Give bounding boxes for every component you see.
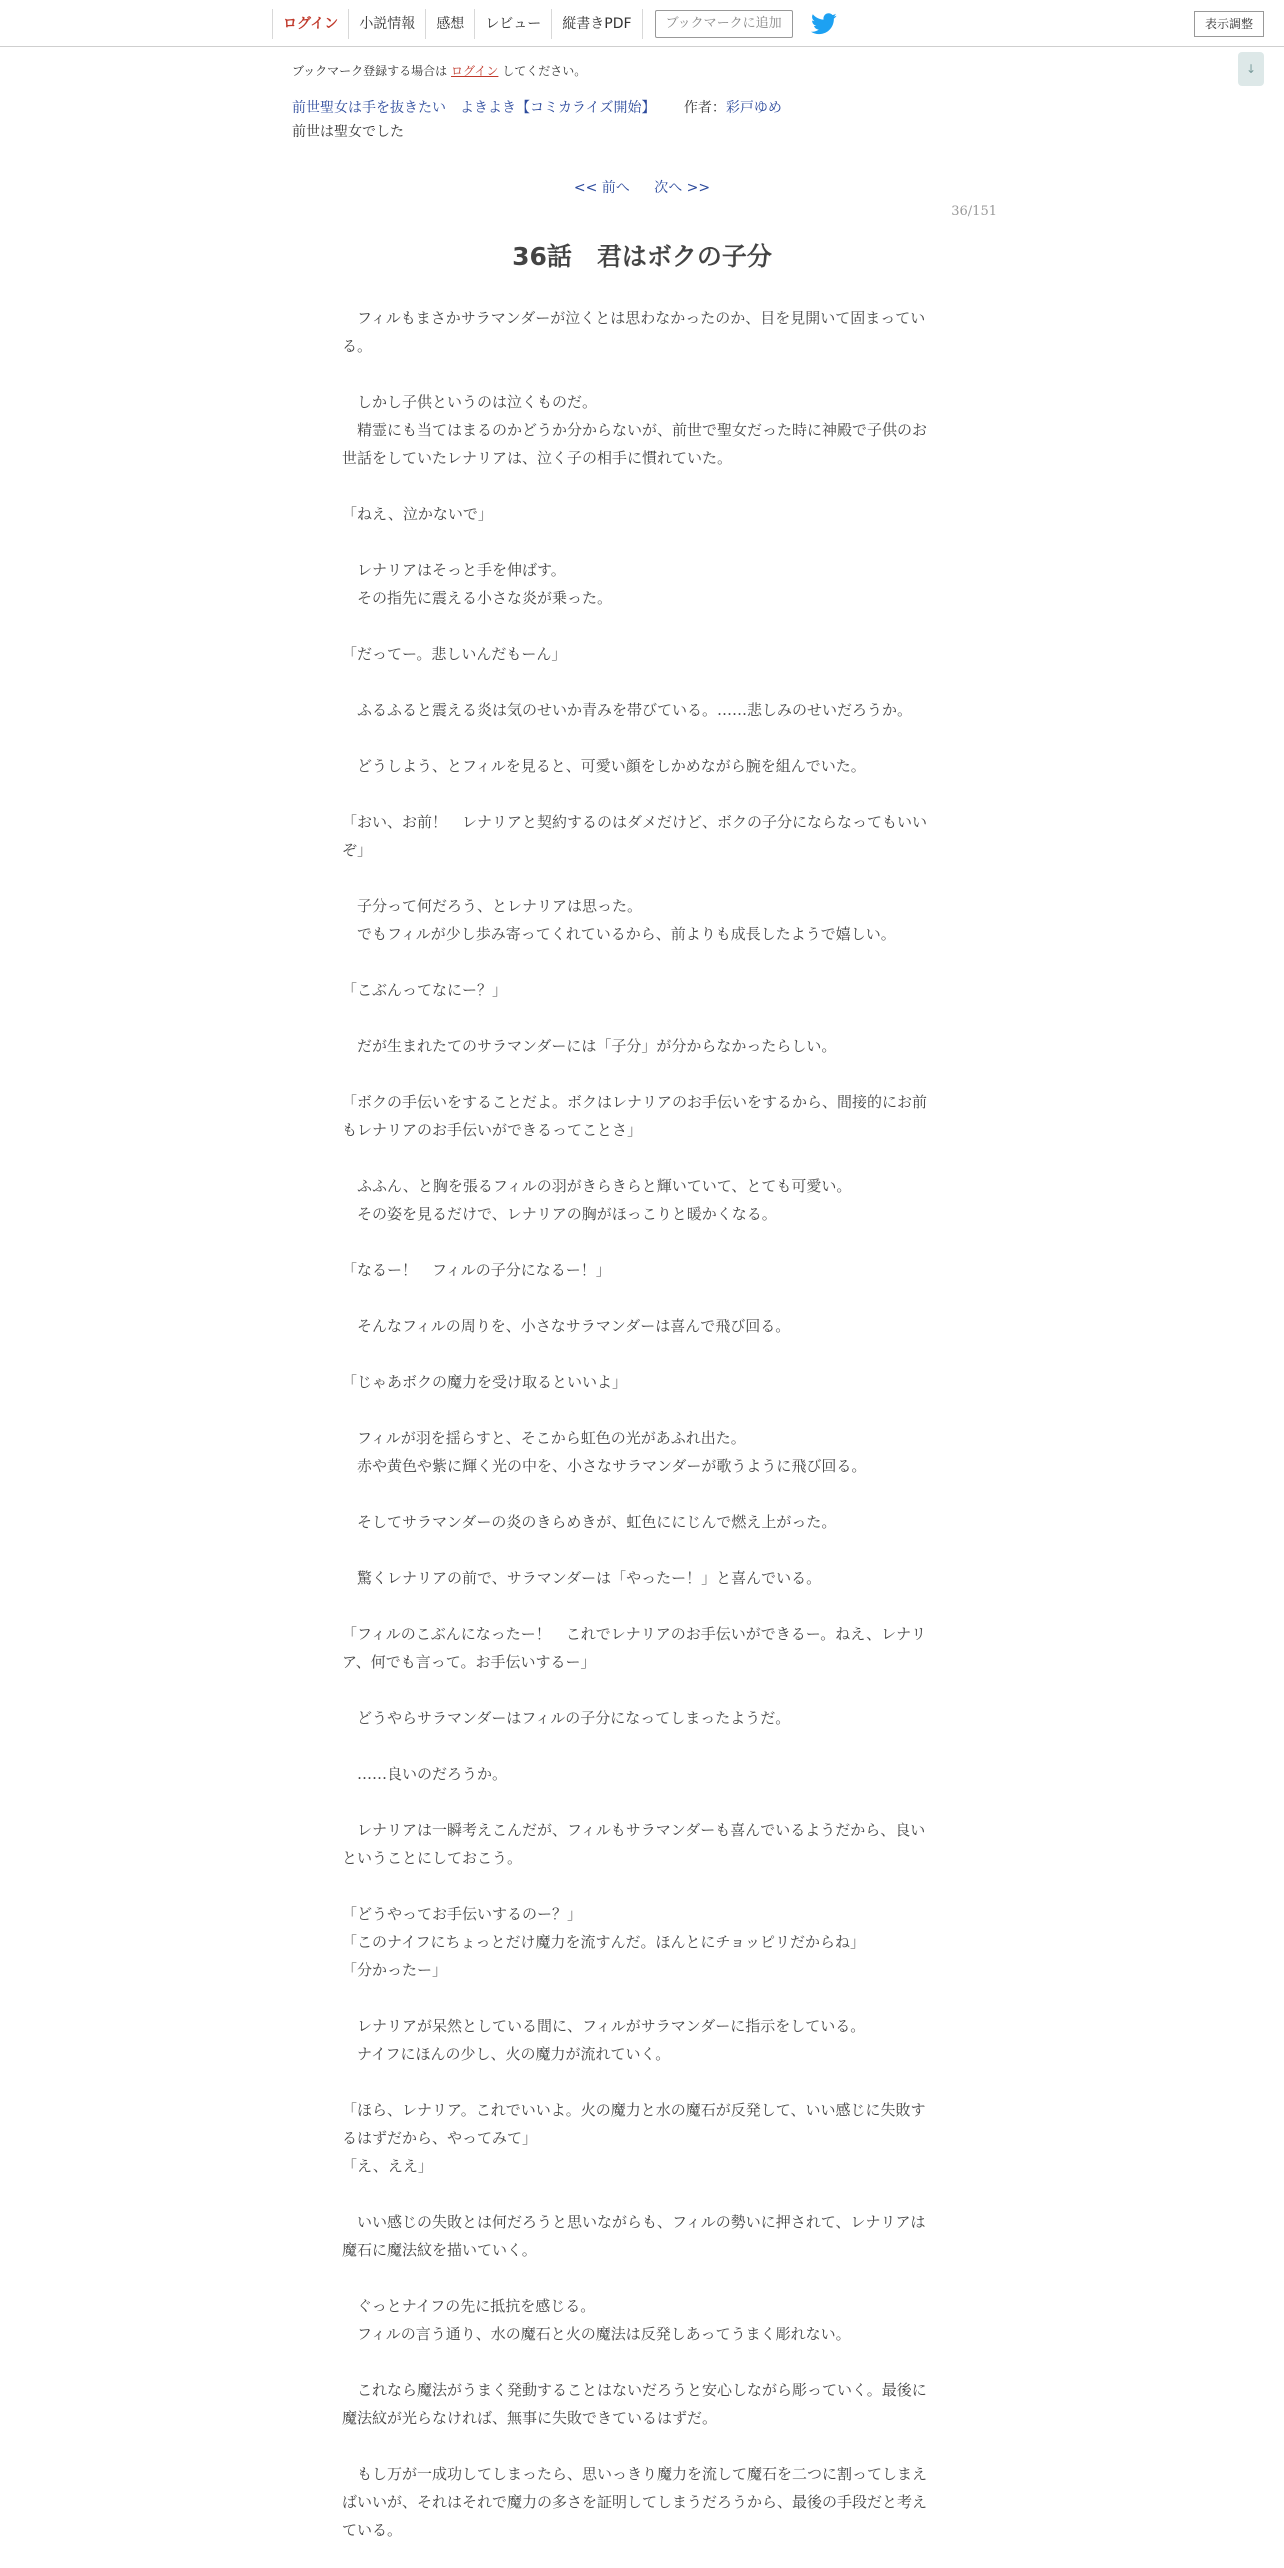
paragraph: ぐっとナイフの先に抵抗を感じる。 <box>342 2297 596 2315</box>
next-link[interactable]: 次へ >> <box>654 180 711 196</box>
chapter-label: 前世は聖女でした <box>292 124 404 140</box>
top-header <box>0 0 1284 47</box>
pager <box>0 177 1284 197</box>
blank-line <box>342 360 936 388</box>
blank-line <box>342 1396 936 1424</box>
blank-line <box>342 1060 936 1088</box>
nav-impressions[interactable]: 感想 <box>425 9 474 39</box>
paragraph: フィルもまさかサラマンダーが泣くとは思わなかったのか、目を見開いて固まっている。 <box>342 309 926 355</box>
blank-line <box>342 948 936 976</box>
blank-line <box>342 1480 936 1508</box>
blank-line <box>342 1228 936 1256</box>
blank-line <box>342 1872 936 1900</box>
paragraph: どうしよう、とフィルを見ると、可愛い顔をしかめながら腕を組んでいた。 <box>342 757 866 775</box>
blank-line <box>342 2180 936 2208</box>
paragraph: 子分って何だろう、とレナリアは思った。 <box>342 897 643 915</box>
paragraph: どうやらサラマンダーはフィルの子分になってしまったようだ。 <box>342 1709 791 1727</box>
display-settings-button[interactable]: 表示調整 <box>1194 11 1264 37</box>
blank-line <box>342 528 936 556</box>
blank-line <box>342 612 936 640</box>
blank-line <box>342 1984 936 2012</box>
blank-line <box>342 2432 936 2460</box>
blank-line <box>342 1284 936 1312</box>
paragraph: だが生まれたてのサラマンダーには「子分」が分からなかったらしい。 <box>342 1037 837 1055</box>
blank-line <box>342 472 936 500</box>
paragraph: もし万が一成功してしまったら、思いっきり魔力を流して魔石を二つに割ってしまえばいいが、それはそれで魔力の多さを証明してしまうだろうから、最後の手段だと考えている。 <box>342 2465 928 2539</box>
paragraph: ……良いのだろうか。 <box>342 1765 508 1783</box>
paragraph: でもフィルが少し歩み寄ってくれているから、前よりも成長したようで嬉しい。 <box>342 925 896 943</box>
paragraph: その指先に震える小さな炎が乗った。 <box>342 589 613 607</box>
blank-line <box>342 668 936 696</box>
paragraph: そんなフィルの周りを、小さなサラマンダーは喜んで飛び回る。 <box>342 1317 791 1335</box>
blank-line <box>342 1676 936 1704</box>
blank-line <box>342 1536 936 1564</box>
blank-line <box>342 2264 936 2292</box>
paragraph: 「フィルのこぶんになったー！ これでレナリアのお手伝いができるー。ねえ、レナリア、何でも言って。お手伝いするー」 <box>342 1625 927 1671</box>
blank-line <box>342 1340 936 1368</box>
paragraph: 「え、ええ」 <box>342 2157 433 2175</box>
notice-prefix: ブックマーク登録する場合は <box>292 64 448 78</box>
paragraph: 「こぶんってなにー？」 <box>342 981 508 999</box>
blank-line <box>342 2348 936 2376</box>
paragraph: ふるふると震える炎は気のせいか青みを帯びている。……悲しみのせいだろうか。 <box>342 701 913 719</box>
bookmark-add-button[interactable]: ブックマークに追加 <box>655 10 793 38</box>
paragraph: レナリアが呆然としている間に、フィルがサラマンダーに指示をしている。 <box>342 2017 866 2035</box>
blank-line <box>342 1004 936 1032</box>
paragraph: 「ボクの手伝いをすることだよ。ボクはレナリアのお手伝いをするから、間接的にお前もレナリアのお手伝いができるってことさ」 <box>342 1093 928 1139</box>
paragraph: 「ほら、レナリア。これでいいよ。火の魔力と水の魔石が反発して、いい感じに失敗するはずだから、やってみて」 <box>342 2101 926 2147</box>
paragraph: 赤や黄色や紫に輝く光の中を、小さなサラマンダーが歌うように飛び回る。 <box>342 1457 867 1475</box>
paragraph: 「おい、お前！ レナリアと契約するのはダメだけど、ボクの子分にならなってもいいぞ」 <box>342 813 928 859</box>
author-link[interactable]: 彩戸ゆめ <box>725 100 782 116</box>
blank-line <box>342 864 936 892</box>
nav-review[interactable]: レビュー <box>474 9 551 39</box>
blank-line <box>342 724 936 752</box>
paragraph: レナリアは一瞬考えこんだが、フィルもサラマンダーも喜んでいるようだから、良いということにしておこう。 <box>342 1821 926 1867</box>
episode-title: 36話 君はボクの子分 <box>512 242 772 271</box>
top-nav <box>272 8 837 40</box>
paragraph: ふふん、と胸を張るフィルの羽がきらきらと輝いていて、とても可愛い。 <box>342 1177 852 1195</box>
notice-login-link[interactable]: ログイン <box>451 64 499 78</box>
page-count: 36/151 <box>951 204 997 219</box>
prev-link[interactable]: << 前へ <box>573 180 630 196</box>
paragraph: 「分かったー」 <box>342 1961 448 1979</box>
blank-line <box>342 1788 936 1816</box>
paragraph: その姿を見るだけで、レナリアの胸がほっこりと暖かくなる。 <box>342 1205 777 1223</box>
nav-vertical-pdf[interactable]: 縦書きPDF <box>551 9 642 39</box>
paragraph: フィルの言う通り、水の魔石と火の魔法は反発しあってうまく彫れない。 <box>342 2325 851 2343</box>
paragraph: ナイフにほんの少し、火の魔力が流れていく。 <box>342 2045 671 2063</box>
series-info <box>292 97 782 117</box>
paragraph: 「このナイフにちょっとだけ魔力を流すんだ。ほんとにチョッピリだからね」 <box>342 1933 866 1951</box>
paragraph: これなら魔法がうまく発動することはないだろうと安心しながら彫っていく。最後に魔法紋が光らなければ、無事に失敗できているはずだ。 <box>342 2381 927 2427</box>
paragraph: 驚くレナリアの前で、サラマンダーは「やったー！」と喜んでいる。 <box>342 1569 822 1587</box>
paragraph: 「だってー。悲しいんだもーん」 <box>342 645 567 663</box>
nav-novel-info[interactable]: 小説情報 <box>348 9 425 39</box>
scroll-down-tab[interactable]: ↓ <box>1238 52 1264 86</box>
twitter-bird-icon[interactable] <box>811 13 837 35</box>
paragraph: 「どうやってお手伝いするのー？」 <box>342 1905 583 1923</box>
paragraph: 「なるー！ フィルの子分になるー！」 <box>342 1261 611 1279</box>
paragraph: レナリアはそっと手を伸ばす。 <box>342 561 566 579</box>
paragraph: そしてサラマンダーの炎のきらめきが、虹色ににじんで燃え上がった。 <box>342 1513 837 1531</box>
paragraph: 「じゃあボクの魔力を受け取るといいよ」 <box>342 1373 628 1391</box>
blank-line <box>342 1732 936 1760</box>
paragraph: 精霊にも当てはまるのかどうか分からないが、前世で聖女だった時に神殿で子供のお世話をしていたレナリアは、泣く子の相手に慣れていた。 <box>342 421 928 467</box>
notice-suffix: してください。 <box>502 64 587 78</box>
blank-line <box>342 1592 936 1620</box>
blank-line <box>342 2068 936 2096</box>
paragraph: 「ねえ、泣かないで」 <box>342 505 493 523</box>
paragraph: いい感じの失敗とは何だろうと思いながらも、フィルの勢いに押されて、レナリアは魔石に魔法紋を描いていく。 <box>342 2213 926 2259</box>
author-label: 作者： <box>683 100 726 116</box>
blank-line <box>342 1144 936 1172</box>
series-title-link[interactable]: 前世聖女は手を抜きたい よきよき【コミカライズ開始】 <box>292 100 656 116</box>
paragraph: しかし子供というのは泣くものだ。 <box>342 393 598 411</box>
bookmark-notice <box>292 62 586 79</box>
blank-line <box>342 780 936 808</box>
novel-body <box>342 304 936 2544</box>
paragraph: フィルが羽を揺らすと、そこから虹色の光があふれ出た。 <box>342 1429 746 1447</box>
nav-login[interactable]: ログイン <box>272 9 348 39</box>
